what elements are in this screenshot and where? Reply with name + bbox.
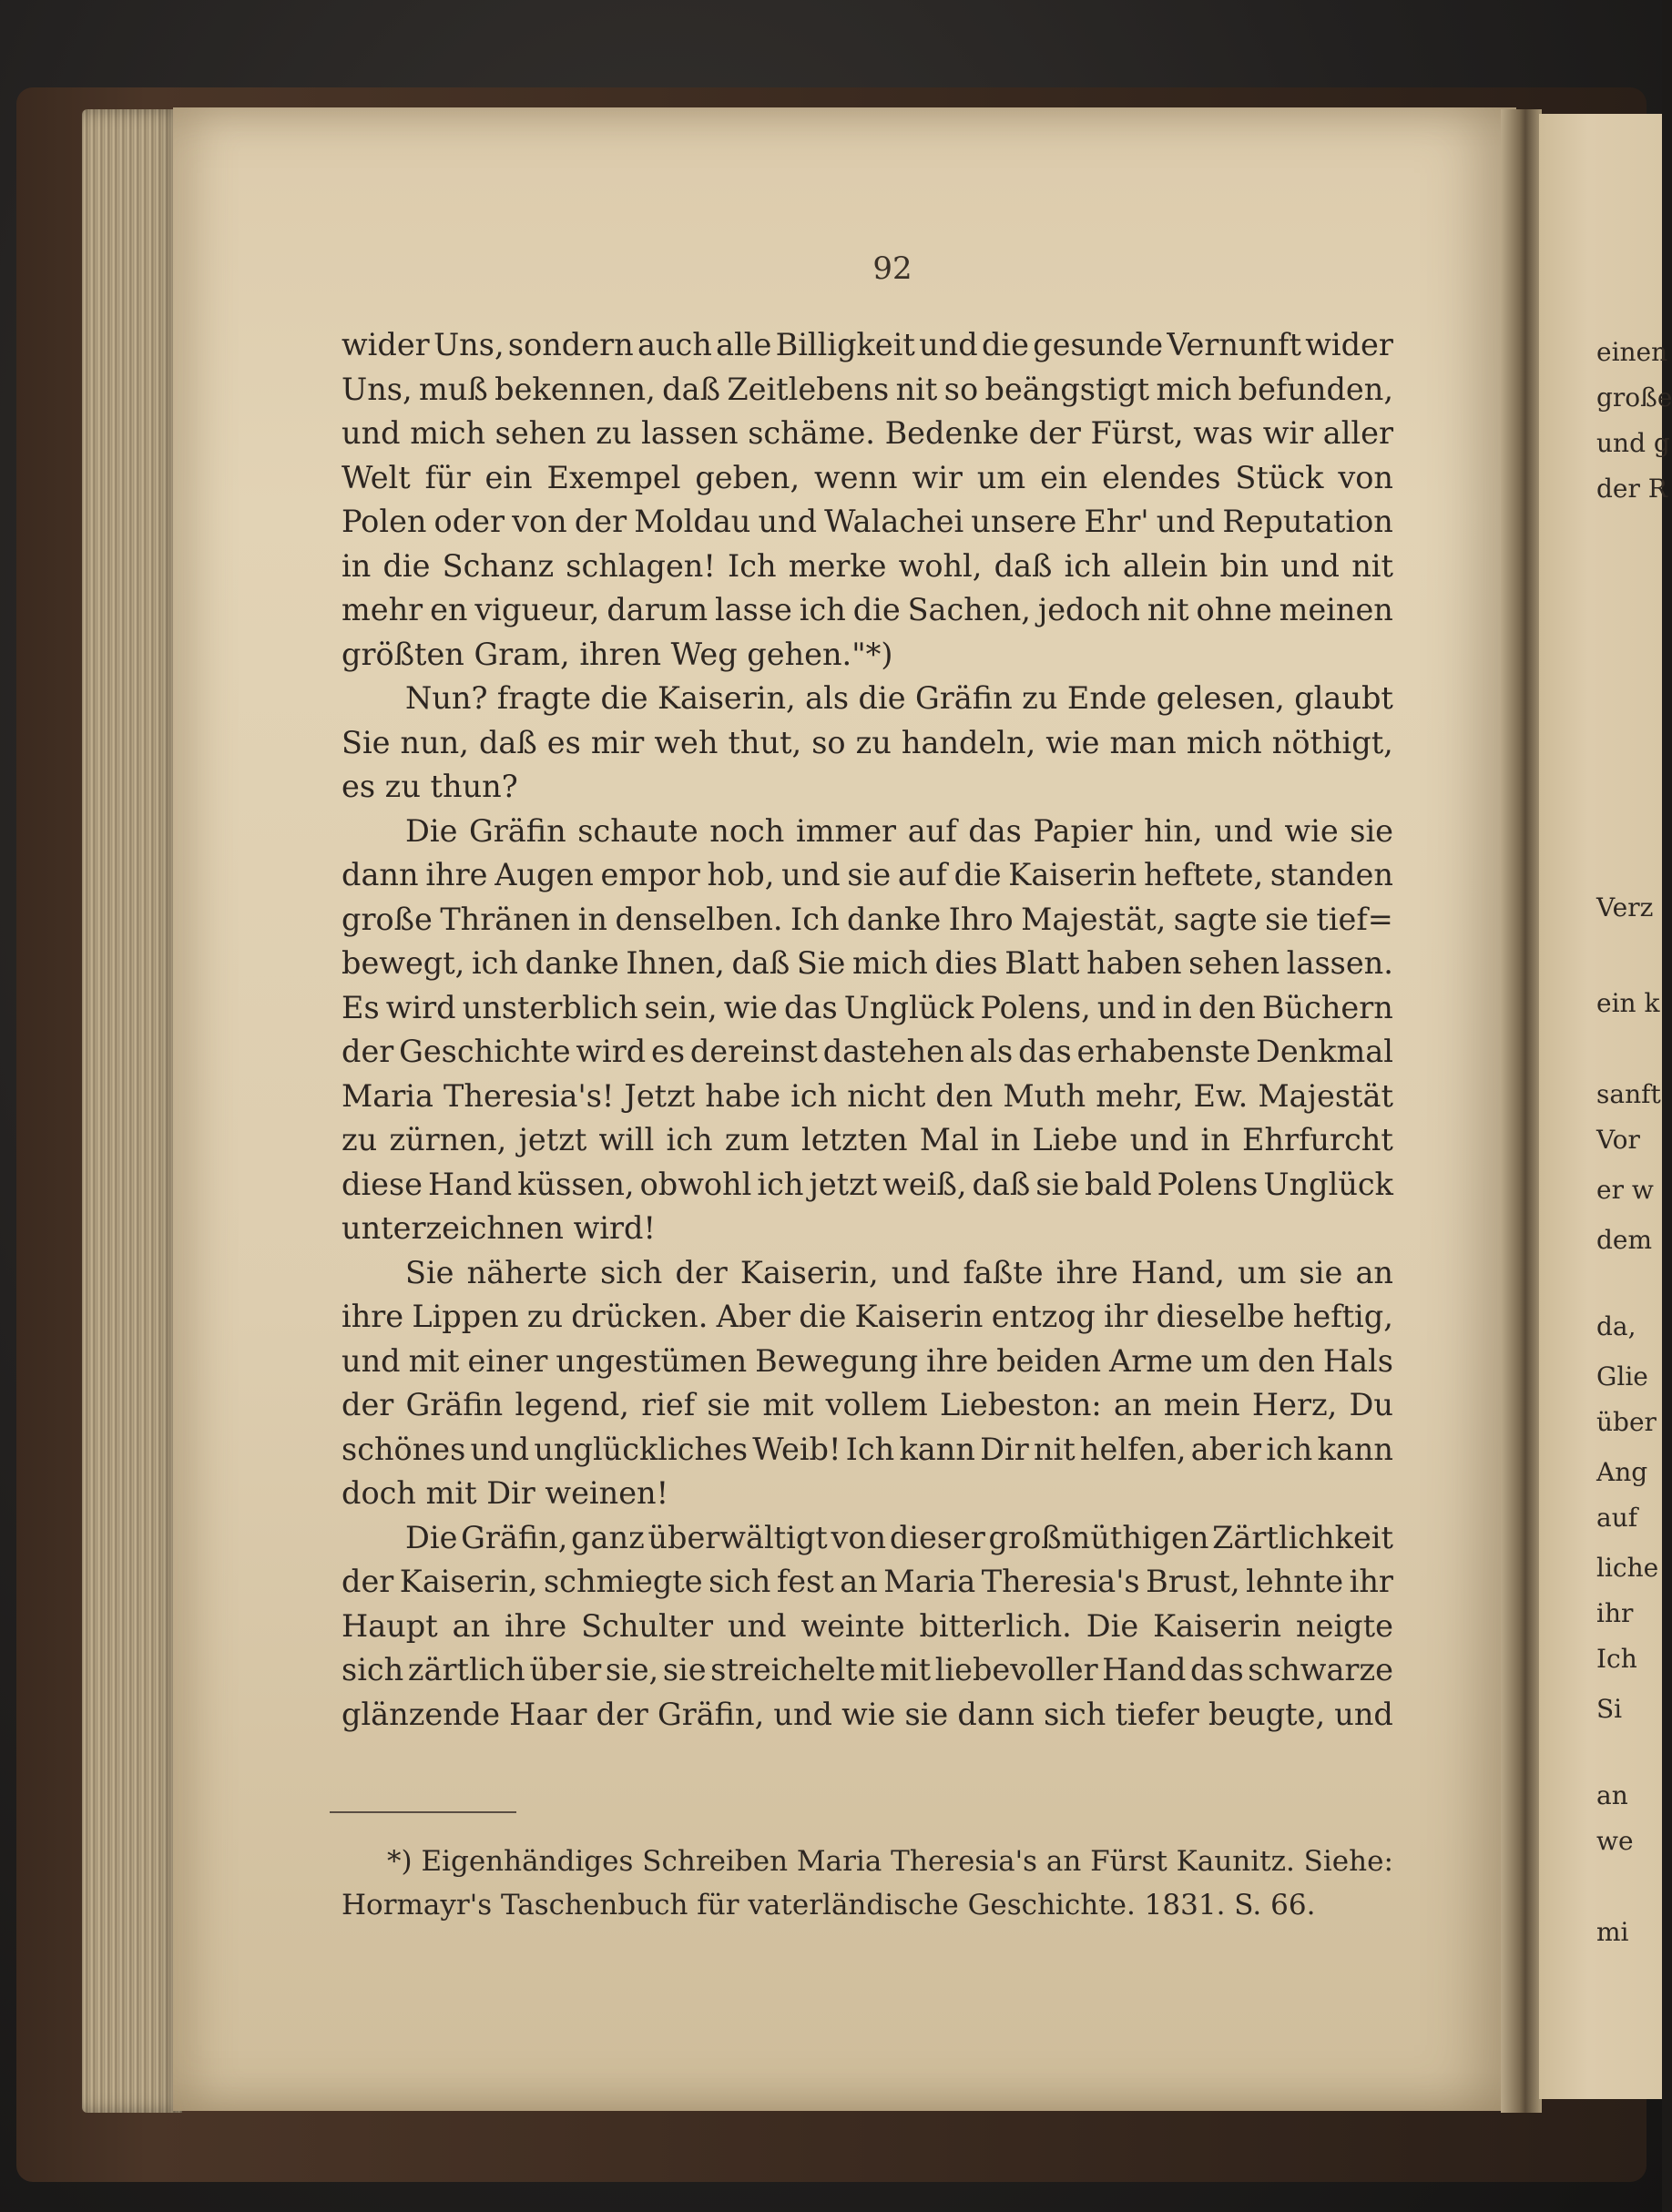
facing-page-fragment: sanft — [1596, 1079, 1661, 1109]
text-line: Die Gräfin schaute noch immer auf das Papier hin, und wie sie — [405, 812, 1393, 849]
text-line: Sie nun, daß es mir weh thut, so zu handeln, wie man mich nöthigt, — [342, 724, 1393, 760]
facing-page-fragment: we — [1596, 1826, 1634, 1856]
facing-page-fragment: Verz — [1596, 892, 1654, 923]
text-line: glänzende Haar der Gräfin, und wie sie dann sich tiefer beugte, und — [342, 1696, 1393, 1732]
book-gutter — [1501, 109, 1542, 2113]
text-line: mehr en vigueur, darum lasse ich die Sachen, jedoch nit ohne meinen — [342, 592, 1393, 627]
text-line: ihre Lippen zu drücken. Aber die Kaiserin entzog ihr dieselbe heftig, — [342, 1299, 1393, 1334]
text-line: doch mit Dir weinen! — [342, 1475, 669, 1511]
facing-page-fragment: Ang — [1596, 1457, 1648, 1487]
facing-page-fragment: auf — [1596, 1503, 1638, 1533]
page-edges — [82, 109, 182, 2113]
page-number: 92 — [872, 250, 912, 287]
text-line: schönes und unglückliches Weib! Ich kann Dir nit helfen, aber ich kann — [342, 1431, 1393, 1467]
text-line: und mich sehen zu lassen schäme. Bedenke der Fürst, was wir aller — [342, 415, 1393, 451]
text-line: in die Schanz schlagen! Ich merke wohl, daß ich allein bin und nit — [342, 547, 1393, 584]
text-line: Die Gräfin, ganz überwältigt von dieser großmüthigen Zärtlichkeit — [405, 1519, 1393, 1555]
text-line: Nun? fragte die Kaiserin, als die Gräfin zu Ende gelesen, glaubt — [405, 680, 1393, 716]
text-line: und mit einer ungestümen Bewegung ihre beiden Arme um den Hals — [342, 1342, 1393, 1379]
footnote-line: *) Eigenhändiges Schreiben Maria Theresia's an Fürst Kaunitz. Siehe: — [387, 1845, 1393, 1878]
facing-page-fragment: der R — [1596, 474, 1667, 504]
facing-page-fragment: an — [1596, 1780, 1628, 1810]
facing-page-fragment: da, — [1596, 1311, 1636, 1341]
text-line: wider Uns, sondern auch alle Billigkeit und die gesunde Vernunft wider — [342, 327, 1393, 362]
facing-page-fragment: mi — [1596, 1917, 1629, 1947]
facing-page-fragment: einen — [1596, 337, 1668, 367]
text-line: der Kaiserin, schmiegte sich fest an Maria Theresia's Brust, lehnte ihr — [342, 1564, 1393, 1599]
facing-page-fragments — [1596, 0, 1672, 2212]
text-line: dann ihre Augen empor hob, und sie auf die Kaiserin heftete, standen — [342, 857, 1393, 892]
facing-page-fragment: Vor — [1596, 1125, 1640, 1155]
facing-page-fragment: dem — [1596, 1225, 1653, 1255]
facing-page-fragment: Si — [1596, 1694, 1623, 1724]
facing-page-fragment: er w — [1596, 1175, 1654, 1205]
text-line: größten Gram, ihren Weg gehen."*) — [342, 636, 893, 672]
text-line: sich zärtlich über sie, sie streichelte mit liebevoller Hand das schwarze — [342, 1652, 1393, 1687]
text-line: Uns, muß bekennen, daß Zeitlebens nit so beängstigt mich befunden, — [342, 371, 1393, 407]
text-line: Welt für ein Exempel geben, wenn wir um ein elendes Stück von — [342, 459, 1393, 495]
facing-page-fragment: ihr — [1596, 1598, 1634, 1628]
facing-page-fragment: Ich — [1596, 1644, 1637, 1674]
text-line: große Thränen in denselben. Ich danke Ihro Majestät, sagte sie tief= — [342, 901, 1393, 937]
footnote-rule — [330, 1811, 516, 1813]
facing-page-fragment: Glie — [1596, 1361, 1648, 1391]
facing-page-fragment: große — [1596, 382, 1672, 413]
text-line: zu zürnen, jetzt will ich zum letzten Mal in Liebe und in Ehrfurcht — [342, 1122, 1393, 1157]
footnote — [342, 1840, 1393, 1927]
facing-page-fragment: liche — [1596, 1553, 1659, 1583]
text-line: der Geschichte wird es dereinst dastehen als das erhabenste Denkmal — [342, 1034, 1393, 1069]
text-line: Es wird unsterblich sein, wie das Unglück Polens, und in den Büchern — [342, 989, 1393, 1025]
footnote-line: Hormayr's Taschenbuch für vaterländische Geschichte. 1831. S. 66. — [342, 1889, 1316, 1921]
text-line: es zu thun? — [342, 769, 518, 804]
text-line: Polen oder von der Moldau und Walachei unsere Ehr' und Reputation — [342, 504, 1393, 539]
text-line: bewegt, ich danke Ihnen, daß Sie mich dies Blatt haben sehen lassen. — [342, 945, 1393, 981]
text-line: Sie näherte sich der Kaiserin, und faßte ihre Hand, um sie an — [405, 1254, 1393, 1290]
text-line: Maria Theresia's! Jetzt habe ich nicht den Muth mehr, Ew. Majestät — [342, 1077, 1393, 1114]
text-line: der Gräfin legend, rief sie mit vollem Liebeston: an mein Herz, Du — [342, 1387, 1393, 1422]
text-line: diese Hand küssen, obwohl ich jetzt weiß, daß sie bald Polens Unglück — [342, 1166, 1393, 1202]
text-line: unterzeichnen wird! — [342, 1210, 656, 1246]
facing-page-fragment: über — [1596, 1407, 1657, 1437]
facing-page-fragment: und g — [1596, 428, 1670, 458]
facing-page-fragment: ein k — [1596, 988, 1660, 1018]
body-text — [342, 323, 1393, 1737]
text-line: Haupt an ihre Schulter und weinte bitterlich. Die Kaiserin neigte — [342, 1607, 1393, 1644]
